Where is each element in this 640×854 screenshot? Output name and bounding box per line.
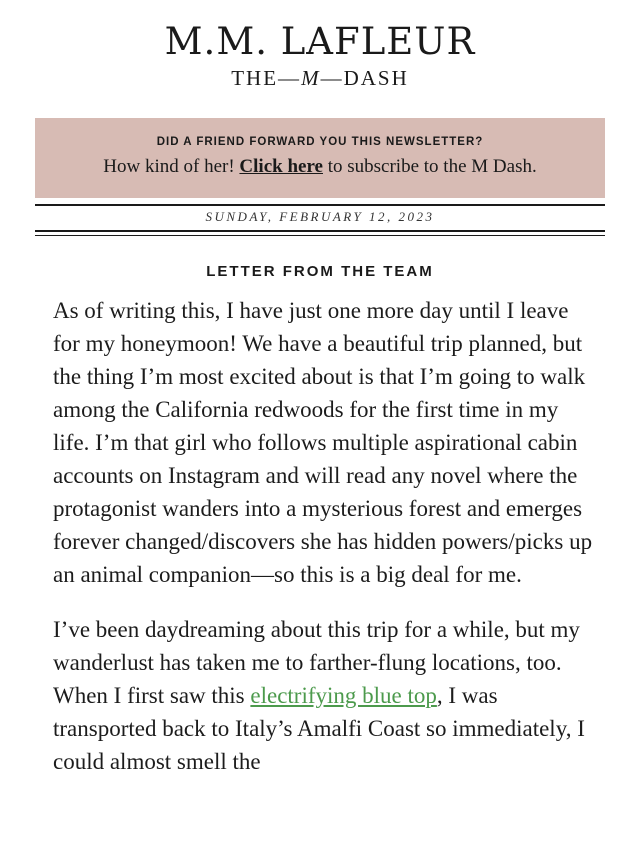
newsletter-name bbox=[0, 66, 640, 91]
newsletter-name-left: THE— bbox=[231, 66, 302, 90]
section-title: LETTER FROM THE TEAM bbox=[206, 263, 434, 280]
product-link[interactable]: electrifying blue top bbox=[250, 683, 437, 708]
banner-text-before: How kind of her! bbox=[103, 156, 240, 177]
newsletter-name-right: —DASH bbox=[320, 66, 409, 90]
subscribe-link[interactable]: Click here bbox=[239, 156, 323, 177]
banner-title: DID A FRIEND FORWARD YOU THIS NEWSLETTER? bbox=[156, 136, 484, 148]
banner-text bbox=[35, 156, 605, 178]
paragraph-2 bbox=[53, 613, 598, 778]
banner-text-after: to subscribe to the M Dash. bbox=[322, 156, 537, 177]
paragraph-2-before: I’ve been daydreaming about this trip for a while, but my wanderlust has taken me to farther-flung locations, too. When I first saw this bbox=[53, 617, 580, 708]
issue-date: SUNDAY, FEBRUARY 12, 2023 bbox=[205, 209, 435, 224]
logo[interactable]: M.M. LAFLEUR bbox=[164, 20, 476, 63]
divider-bottom-1 bbox=[35, 230, 605, 232]
forward-banner bbox=[35, 118, 605, 198]
brand-header bbox=[0, 0, 640, 91]
paragraph-2-after: , I was transported back to Italy’s Amalfi Coast so immediately, I could almost smell the bbox=[53, 683, 585, 774]
paragraph-1: As of writing this, I have just one more day until I leave for my honeymoon! We have a beautiful trip planned, but the thing I’m most excited about is that I’m going to walk among the California redwoods for the first time in my life. I’m that girl who follows multiple aspirational cabin accounts on Instagram and will read any novel where the protagonist wanders into a mysterious forest and emerges forever changed/discovers she has hidden powers/picks up an animal companion—so this is a big deal for me. bbox=[53, 298, 593, 587]
letter-body bbox=[53, 294, 598, 800]
newsletter-name-mid: M bbox=[301, 66, 321, 90]
divider-bottom-2 bbox=[35, 235, 605, 236]
divider-top bbox=[35, 204, 605, 206]
